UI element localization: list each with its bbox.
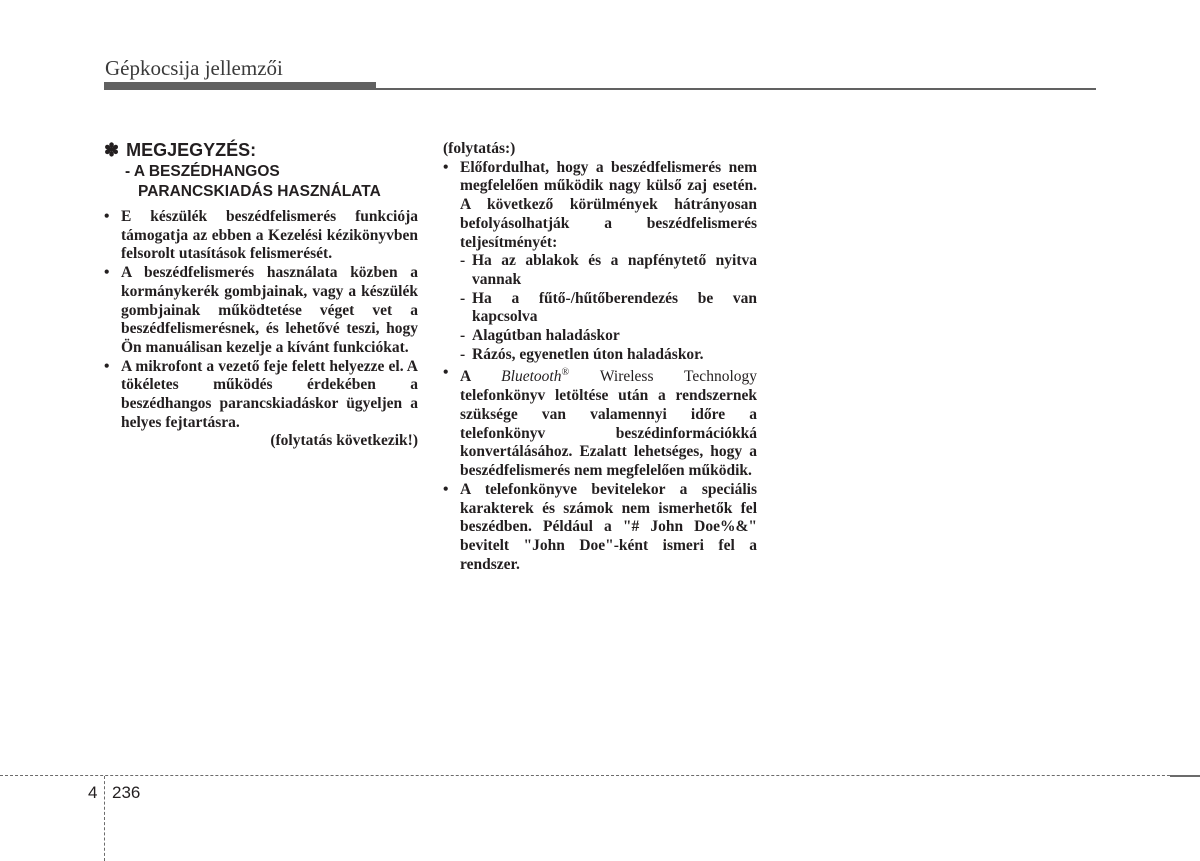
bullet-text: A mikrofont a vezető feje felett helyezze el. A tökéletes működés érdekében a beszédhangos parancskiadáskor ügyeljen a helyes fejtartásra. bbox=[121, 357, 418, 431]
dash-icon: - bbox=[460, 327, 466, 345]
page-number: 236 bbox=[112, 783, 141, 802]
sub-item-text: Ha a fűtő-/hűtőberendezés be van kapcsolva bbox=[472, 289, 757, 326]
bullet-icon: • bbox=[443, 158, 449, 176]
bullet-icon: • bbox=[443, 480, 449, 498]
bullet-icon: • bbox=[104, 357, 110, 375]
bullet-text: telefonkönyv letöltése után a rendszernek szüksége van valamennyi időre a telefonkönyv beszédinformációkká konvertálásához. Ezalatt lehetséges, hogy a beszédfelismerés nem megfelelően működik. bbox=[460, 387, 757, 480]
sub-list-item bbox=[460, 346, 757, 365]
conditions-sublist bbox=[460, 252, 757, 364]
bullet-text: Előfordulhat, hogy a beszédfelismerés nem megfelelően működik nagy külső zaj esetén. A következő körülmények hátrányosan befolyásolhatják a beszédfelismerés teljesítményét: bbox=[460, 158, 757, 251]
sub-item-text: Alagútban haladáskor bbox=[472, 327, 620, 345]
header-rule-thin bbox=[376, 88, 1096, 90]
footer-dashed-rule bbox=[0, 775, 1200, 776]
sub-list-item bbox=[460, 290, 757, 327]
sub-list-item bbox=[460, 252, 757, 289]
bullet-text: A beszédfelismerés használata közben a kormánykerék gombjainak, vagy a készülék gombjainak működtetése véget vet a beszédfelismerésnek, és lehetővé teszi, hogy Ön manuálisan kezelje a kívánt funkciókat. bbox=[121, 264, 418, 356]
bluetooth-brand: Bluetooth bbox=[501, 368, 562, 386]
sub-item-text: Rázós, egyenetlen úton haladáskor. bbox=[472, 345, 704, 363]
right-bullet-list bbox=[443, 159, 757, 575]
bullet-text: A telefonkönyve bevitelekor a speciális karakterek és számok nem ismerhetők fel beszédben. Például a "# John Doe%&" bevitelt "John Doe"-ként ismeri fel a rendszer. bbox=[460, 480, 757, 573]
list-item bbox=[443, 364, 757, 480]
continued-note: (folytatás következik!) bbox=[270, 432, 418, 450]
sub-item-text: Ha az ablakok és a napfénytető nyitva vannak bbox=[472, 252, 757, 288]
list-item bbox=[443, 159, 757, 365]
registered-mark: ® bbox=[561, 367, 570, 379]
left-column bbox=[104, 140, 418, 451]
bullet-icon: • bbox=[104, 264, 110, 282]
dash-icon: - bbox=[460, 252, 466, 270]
dash-icon: - bbox=[460, 345, 466, 363]
right-column bbox=[443, 140, 757, 574]
bullet-icon: • bbox=[443, 364, 449, 382]
bullet-icon: • bbox=[104, 208, 110, 225]
note-star-icon: ✽ bbox=[104, 140, 120, 160]
footer-right-mark bbox=[1170, 775, 1200, 777]
sub-list-item bbox=[460, 327, 757, 346]
section-title: Gépkocsija jellemzői bbox=[105, 56, 283, 80]
wireless-technology: Wireless Technology bbox=[599, 368, 757, 386]
list-item bbox=[443, 481, 757, 575]
continuation-label: (folytatás:) bbox=[443, 140, 516, 157]
dash-icon: - bbox=[460, 289, 466, 307]
list-item bbox=[104, 358, 418, 452]
list-item bbox=[104, 208, 418, 264]
list-item bbox=[104, 264, 418, 358]
note-title: MEGJEGYZÉS: bbox=[126, 140, 257, 160]
footer-vertical-rule bbox=[104, 776, 105, 861]
left-bullet-list bbox=[104, 208, 418, 451]
note-heading bbox=[104, 140, 418, 160]
bullet-text: E készülék beszédfelismerés funkciója támogatja az ebben a Kezelési kézikönyvben felsorolt utasítások felismerését. bbox=[121, 208, 418, 263]
note-subtitle: - A BESZÉDHANGOS PARANCSKIADÁS HASZNÁLATA bbox=[125, 163, 381, 200]
bullet-prefix: A bbox=[460, 368, 471, 386]
chapter-number: 4 bbox=[88, 783, 98, 802]
header-rule-thick bbox=[104, 82, 376, 90]
